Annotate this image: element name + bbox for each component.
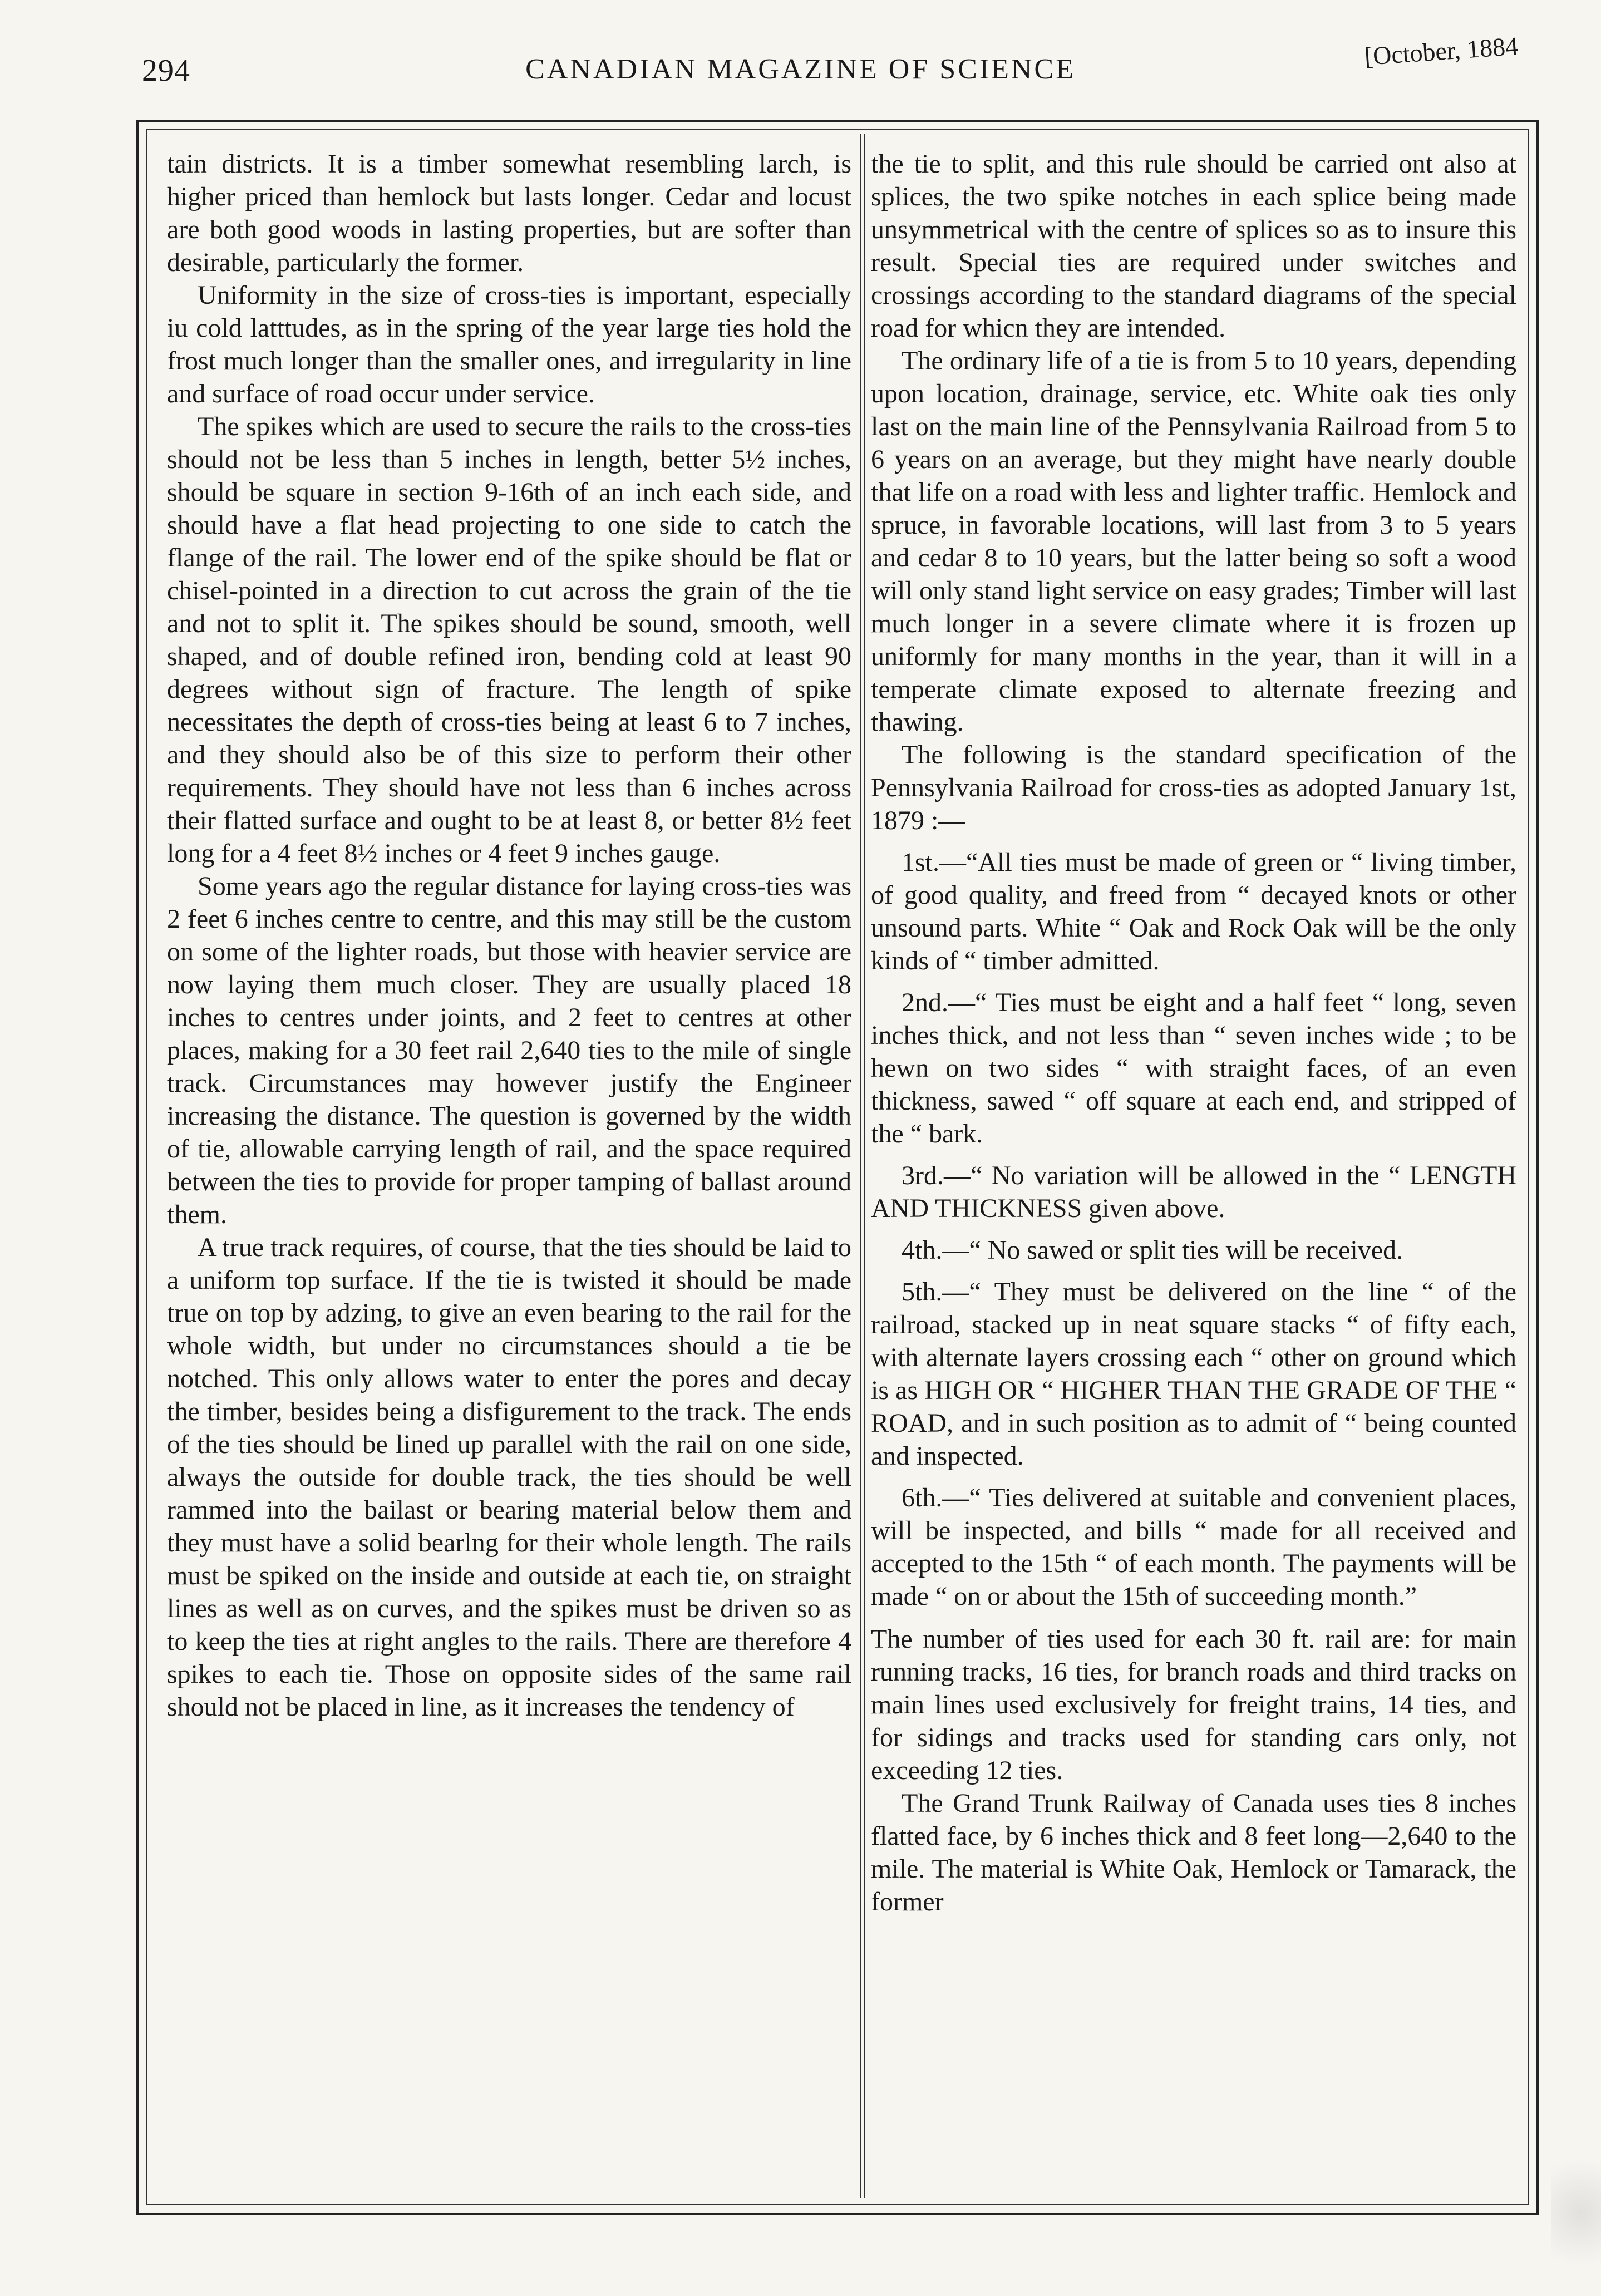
column-divider-inner: [864, 134, 865, 2198]
paper-specks: [1551, 2129, 1601, 2296]
paragraph: 5th.—“ They must be delivered on the line “ of the railroad, stacked up in neat square stacks “ of fifty each, with alternate layers crossing each “ other on ground which is as HIGH OR “ HIGHER THAN THE GRADE OF THE “ ROAD, and in such position as to admit of “ being counted and inspected.: [871, 1277, 1516, 1471]
paragraph: The following is the standard specification of the Pennsylvania Railroad for cross-ties as adopted January 1st, 1879 :—: [871, 740, 1516, 835]
paragraph: 3rd.—“ No variation will be allowed in the “ LENGTH AND THICKNESS given above.: [871, 1161, 1516, 1223]
left-column: [167, 147, 851, 1723]
paragraph: 1st.—“All ties must be made of green or “ living timber, of good quality, and freed from “ decayed knots or other unsound parts. White “ Oak and Rock Oak will be the only kinds of “ timber admitted.: [871, 848, 1516, 975]
paragraph: Uniformity in the size of cross-ties is important, especially iu cold latttudes, as in the spring of the year large ties hold the frost much longer than the smaller ones, and irregularity in line and surface of road occur under service.: [167, 280, 851, 408]
paragraph: 6th.—“ Ties delivered at suitable and convenient places, will be inspected, and bills “ made for all received and accepted to the 15th “ of each month. The payments will be made “ on or about the 15th of succeeding month.”: [871, 1483, 1516, 1611]
paragraph: The number of ties used for each 30 ft. rail are: for main running tracks, 16 ties, for branch roads and third tracks on main lines used exclusively for freight trains, 14 ties, and for sidings and tracks used for standing cars only, not exceeding 12 ties.: [871, 1624, 1516, 1785]
paragraph: the tie to split, and this rule should be carried ont also at splices, the two spike notches in each splice being made unsymmetrical with the centre of splices so as to insure this result. Special ties are required under switches and crossings according to the standard diagrams of the special road for whicn they are intended.: [871, 149, 1516, 343]
right-column: [871, 147, 1516, 1918]
paragraph: tain districts. It is a timber somewhat resembling larch, is higher priced than hemlock but lasts longer. Cedar and locust are both good woods in lasting properties, but are softer than desirable, particularly the former.: [167, 149, 851, 277]
page-header: [0, 31, 1601, 97]
issue-date: [October, 1884: [1363, 31, 1519, 71]
paragraph: The spikes which are used to secure the rails to the cross-ties should not be less than 5 inches in length, better 5½ inches, should be square in section 9-16th of an inch each side, and should have a flat head projecting to one side to catch the flange of the rail. The lower end of the spike should be flat or chisel-pointed in a direction to cut across the grain of the tie and not to split it. The spikes should be sound, smooth, well shaped, and of double refined iron, bending cold at least 90 degrees without sign of fracture. The length of spike necessitates the depth of cross-ties being at least 6 to 7 inches, and they should also be of this size to perform their other requirements. They should have not less than 6 inches across their flatted surface and ought to be at least 8, or better 8½ feet long for a 4 feet 8½ inches or 4 feet 9 inches gauge.: [167, 412, 851, 868]
paragraph: The Grand Trunk Railway of Canada uses ties 8 inches flatted face, by 6 inches thick and 8 feet long—2,640 to the mile. The material is White Oak, Hemlock or Tamarack, the former: [871, 1788, 1516, 1916]
paragraph: A true track requires, of course, that the ties should be laid to a uniform top surface. If the tie is twisted it should be made true on top by adzing, to give an even bearing to the rail for the whole width, but under no circumstances should a tie be notched. This only allows water to enter the pores and decay the timber, besides being a disfigurement to the track. The ends of the ties should be lined up parallel with the rail on one side, always the outside for double track, the ties should be well rammed into the bailast or bearing material below them and they must have a solid bearlng for their whole length. The rails must be spiked on the inside and outside at each tie, on straight lines as well as on curves, and the spikes must be driven so as to keep the ties at right angles to the rails. There are therefore 4 spikes to each tie. Those on opposite sides of the same rail should not be placed in line, as it increases the tendency of: [167, 1233, 851, 1722]
column-divider: [860, 134, 861, 2198]
paragraph: Some years ago the regular distance for laying cross-ties was 2 feet 6 inches centre to centre, and this may still be the custom on some of the lighter roads, but those with heavier service are now laying them much closer. They are usually placed 18 inches to centres under joints, and 2 feet to centres at other places, making for a 30 feet rail 2,640 ties to the mile of single track. Circumstances may however justify the Engineer increasing the distance. The question is governed by the width of tie, allowable carrying length of rail, and the space required between the ties to provide for proper tamping of ballast around them.: [167, 871, 851, 1229]
paragraph: 4th.—“ No sawed or split ties will be received.: [902, 1235, 1403, 1265]
page-number: 294: [142, 53, 190, 88]
paragraph: 2nd.—“ Ties must be eight and a half feet “ long, seven inches thick, and not less than “ seven inches wide ; to be hewn on two sides “ with straight faces, of an even thickness, sawed “ off square at each end, and stripped of the “ bark.: [871, 988, 1516, 1149]
magazine-title: CANADIAN MAGAZINE OF SCIENCE: [525, 53, 1076, 85]
paragraph: The ordinary life of a tie is from 5 to 10 years, depending upon location, drainage, service, etc. White oak ties only last on the main line of the Pennsylvania Railroad from 5 to 6 years on an average, but they might have nearly double that life on a road with less and lighter traffic. Hemlock and spruce, in favorable locations, will last from 3 to 5 years and cedar 8 to 10 years, but the latter being so soft a wood will only stand light service on easy grades; Timber will last much longer in a severe climate where it is frozen up uniformly for many months in the year, than it will in a temperate climate exposed to alternate freezing and thawing.: [871, 346, 1516, 737]
